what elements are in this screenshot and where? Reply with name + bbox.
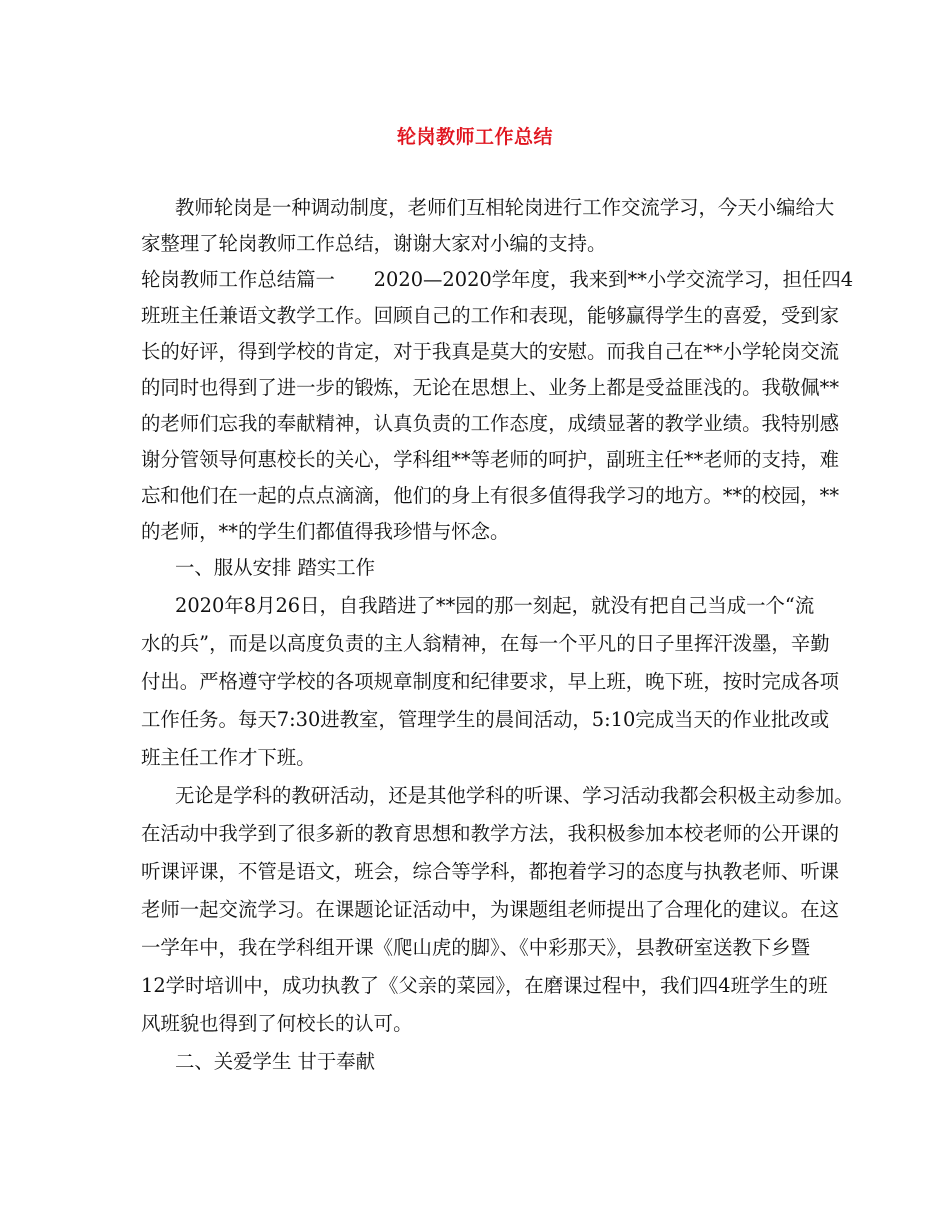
paragraph-line: 工作任务。每天7:30进教室，管理学生的晨间活动，5:10完成当天的作业批改或: [141, 708, 830, 731]
paragraph-line: 12学时培训中，成功执教了《父亲的菜园》，在磨课过程中，我们四4班学生的班: [141, 974, 828, 997]
paragraph-line: 在活动中我学到了很多新的教育思想和教学方法，我积极参加本校老师的公开课的: [141, 822, 840, 845]
paragraph-line: 风班貌也得到了何校长的认可。: [141, 1012, 413, 1035]
paragraph-line: 2020年8月26日，自我踏进了**园的那一刻起，就没有把自己当成一个“流: [175, 594, 815, 617]
paragraph-line: 谢分管领导何惠校长的关心，学科组**等老师的呵护，副班主任**老师的支持，难: [141, 448, 840, 471]
document-title: 轮岗教师工作总结: [396, 126, 553, 148]
section-heading: 一、服从安排 踏实工作: [175, 556, 376, 579]
paragraph-line: 家整理了轮岗教师工作总结，谢谢大家对小编的支持。: [141, 232, 607, 255]
paragraph-line: 教师轮岗是一种调动制度，老师们互相轮岗进行工作交流学习，今天小编给大: [175, 196, 835, 219]
section-heading: 二、关爱学生 甘于奉献: [175, 1050, 376, 1073]
paragraph-line: 水的兵”，而是以高度负责的主人翁精神，在每一个平凡的日子里挥汗泼墨，辛勤: [141, 632, 830, 655]
paragraph-line: 的老师，**的学生们都值得我珍惜与怀念。: [141, 520, 510, 543]
paragraph-line: 无论是学科的教研活动，还是其他学科的听课、学习活动我都会积极主动参加。: [175, 784, 854, 807]
paragraph-line: 的老师们忘我的奉献精神，认真负责的工作态度，成绩显著的教学业绩。我特别感: [141, 412, 840, 435]
paragraph-line: 轮岗教师工作总结篇一 2020—2020学年度，我来到**小学交流学习，担任四4: [141, 268, 854, 291]
paragraph-line: 付出。严格遵守学校的各项规章制度和纪律要求，早上班，晚下班，按时完成各项: [141, 670, 840, 693]
paragraph-line: 老师一起交流学习。在课题论证活动中，为课题组老师提出了合理化的建议。在这: [141, 898, 840, 921]
paragraph-line: 长的好评，得到学校的肯定，对于我真是莫大的安慰。而我自己在**小学轮岗交流: [141, 340, 840, 363]
paragraph-line: 班班主任兼语文教学工作。回顾自己的工作和表现，能够赢得学生的喜爱，受到家: [141, 304, 840, 327]
paragraph-line: 一学年中，我在学科组开课《爬山虎的脚》、《中彩那天》，县教研室送教下乡暨: [141, 936, 810, 959]
paragraph-line: 的同时也得到了进一步的锻炼，无论在思想上、业务上都是受益匪浅的。我敬佩**: [141, 376, 840, 399]
paragraph-line: 听课评课，不管是语文，班会，综合等学科，都抱着学习的态度与执教老师、听课: [141, 860, 840, 883]
paragraph-line: 忘和他们在一起的点点滴滴，他们的身上有很多值得我学习的地方。**的校园，**: [141, 484, 840, 507]
paragraph-line: 班主任工作才下班。: [141, 746, 316, 769]
